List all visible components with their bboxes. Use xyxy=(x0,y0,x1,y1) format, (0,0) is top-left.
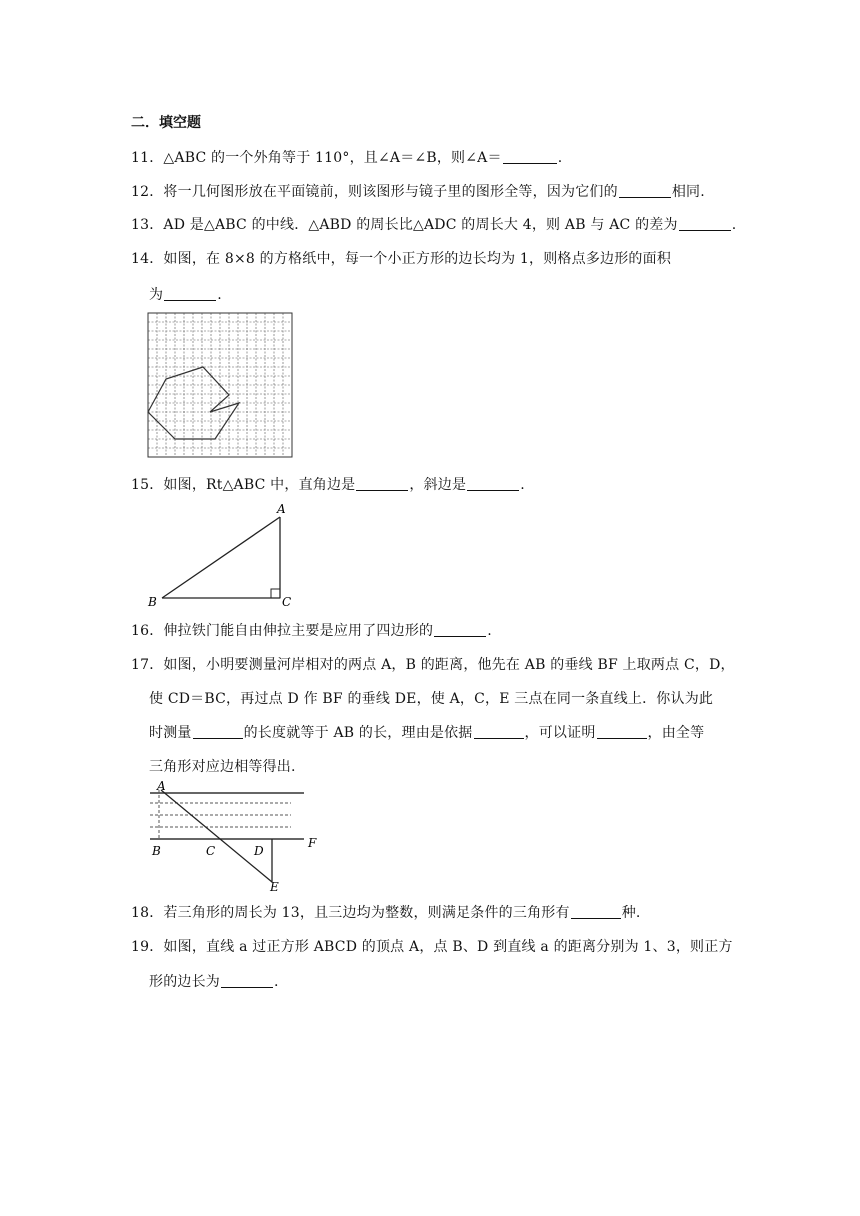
q15-end: . xyxy=(520,477,525,493)
q12-end: 相同. xyxy=(671,184,705,200)
grid-polygon-figure xyxy=(147,312,293,458)
q11-answer-blank[interactable] xyxy=(503,149,557,164)
q13-end: . xyxy=(731,217,737,233)
question-16 xyxy=(131,620,492,640)
q16-answer-blank[interactable] xyxy=(434,622,486,637)
vertex-b-label: B xyxy=(148,595,157,609)
q18-end: 种. xyxy=(621,905,641,921)
point-a-label: A xyxy=(157,779,166,793)
q15-hypotenuse-blank[interactable] xyxy=(467,476,519,491)
q18-number: 18． xyxy=(131,905,164,921)
q14-number: 14． xyxy=(131,251,164,267)
q19-answer-blank[interactable] xyxy=(221,973,273,988)
q18-answer-blank[interactable] xyxy=(571,904,621,919)
right-triangle-figure xyxy=(146,500,296,610)
question-17-line3 xyxy=(149,722,704,742)
q16-end: . xyxy=(487,623,492,639)
q19-end: . xyxy=(274,974,279,990)
q13-text: AD 是△ABC 的中线．△ABD 的周长比△ADC 的周长大 4，则 AB 与 AC 的差为 xyxy=(163,217,678,233)
q17-reason-blank[interactable] xyxy=(474,724,524,739)
right-angle-mark xyxy=(271,589,280,598)
segment-ae xyxy=(161,790,272,882)
q13-answer-blank[interactable] xyxy=(679,216,731,231)
q17-line1: 如图，小明要测量河岸相对的两点 A，B 的距离，他先在 AB 的垂线 BF 上取两点 C，D， xyxy=(163,657,735,673)
q15-text-b: ，斜边是 xyxy=(409,477,467,493)
section-title: 二．填空题 xyxy=(131,115,201,131)
point-c-label: C xyxy=(206,844,216,858)
q11-end: . xyxy=(557,150,563,166)
question-14 xyxy=(131,248,671,268)
question-18 xyxy=(131,902,641,922)
question-17-line2 xyxy=(149,688,713,708)
q17-proof-blank[interactable] xyxy=(597,724,647,739)
q12-answer-blank[interactable] xyxy=(619,183,671,198)
q17-number: 17． xyxy=(131,657,164,673)
q19-line2: 形的边长为 xyxy=(149,974,220,990)
question-13 xyxy=(131,214,736,234)
q14-line1: 如图，在 8×8 的方格纸中，每一个小正方形的边长均为 1，则格点多边形的面积 xyxy=(163,251,672,267)
q17-measure-blank[interactable] xyxy=(193,724,243,739)
q15-text-a: 如图，Rt△ABC 中，直角边是 xyxy=(163,477,356,493)
q17-line3c: ，可以证明 xyxy=(524,725,596,741)
question-19-cont xyxy=(149,971,279,991)
question-17-line4 xyxy=(149,756,296,776)
q17-line3b: 的长度就等于 AB 的长，理由是依据 xyxy=(243,725,473,741)
point-e-label: E xyxy=(270,880,279,892)
q12-text: 将一几何图形放在平面镜前，则该图形与镜子里的图形全等，因为它们的 xyxy=(163,184,618,200)
question-19 xyxy=(131,936,733,956)
q15-leg-blank[interactable] xyxy=(356,476,408,491)
point-d-label: D xyxy=(254,844,264,858)
q17-line3a: 时测量 xyxy=(149,725,192,741)
q16-number: 16． xyxy=(131,623,164,639)
q13-number: 13． xyxy=(131,217,164,233)
point-f-label: F xyxy=(308,836,317,850)
river-measurement-figure xyxy=(146,778,324,892)
q12-number: 12． xyxy=(131,184,164,200)
q19-line1: 如图，直线 a 过正方形 ABCD 的顶点 A，点 B、D 到直线 a 的距离分别为 1、3，则正方 xyxy=(163,939,733,955)
q11-text: △ABC 的一个外角等于 110°，且∠A＝∠B，则∠A＝ xyxy=(163,150,502,166)
q14-end: . xyxy=(217,287,222,303)
vertex-c-label: C xyxy=(282,595,292,609)
q17-line2: 使 CD＝BC，再过点 D 作 BF 的垂线 DE，使 A，C，E 三点在同一条直线上．你认为此 xyxy=(149,691,714,707)
question-14-cont xyxy=(149,284,222,304)
q16-text: 伸拉铁门能自由伸拉主要是应用了四边形的 xyxy=(163,623,434,639)
q11-number: 11． xyxy=(131,150,164,166)
question-15 xyxy=(131,474,525,494)
question-12 xyxy=(131,181,705,201)
q14-answer-blank[interactable] xyxy=(164,286,216,301)
q15-number: 15． xyxy=(131,477,164,493)
question-17 xyxy=(131,654,735,674)
q19-number: 19． xyxy=(131,939,164,955)
q17-line4: 三角形对应边相等得出. xyxy=(149,759,296,775)
hypotenuse-ab xyxy=(162,517,280,598)
q14-line2: 为 xyxy=(149,287,164,303)
q18-text: 若三角形的周长为 13，且三边均为整数，则满足条件的三角形有 xyxy=(163,905,570,921)
vertex-a-label: A xyxy=(277,502,286,516)
q17-line3d: ，由全等 xyxy=(647,725,705,741)
point-b-label: B xyxy=(152,844,161,858)
question-11 xyxy=(131,147,562,167)
